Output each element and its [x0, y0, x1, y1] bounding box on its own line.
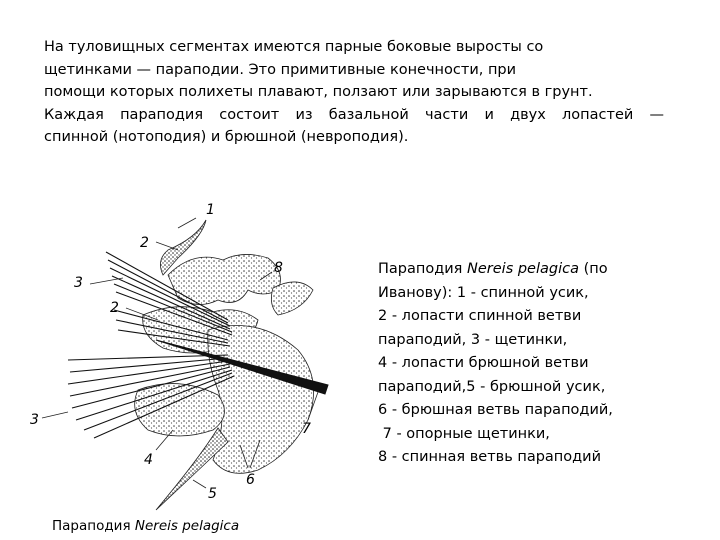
caption-line: 7 - опорные щетинки, — [378, 425, 550, 442]
caption-line: 2 - лопасти спинной ветви — [378, 308, 582, 324]
parapodium-figure — [28, 180, 358, 516]
label-7: 7 — [302, 421, 311, 437]
bottom-caption-prefix: Параподия — [52, 518, 135, 534]
label-1: 1 — [206, 202, 215, 218]
caption-line: параподий,5 - брюшной усик, — [378, 378, 606, 395]
label-3-bottom: 3 — [30, 412, 39, 428]
caption-species: Nereis pelagica — [467, 261, 579, 277]
figure-caption — [378, 258, 678, 470]
label-2-mid: 2 — [110, 300, 119, 316]
caption-line: 4 - лопасти брюшной ветви — [378, 355, 589, 371]
caption-prefix: Параподия — [378, 261, 468, 277]
label-8: 8 — [274, 260, 283, 276]
intro-line: спинной (нотоподия) и брюшной (невроподия). — [44, 129, 409, 145]
label-5: 5 — [208, 486, 217, 502]
figure-bottom-caption — [52, 517, 239, 535]
caption-line: Иванову): 1 - спинной усик, — [378, 284, 589, 301]
label-2-top: 2 — [140, 235, 149, 251]
intro-line: помощи которых полихеты плавают, ползают или зарываются в грунт. — [44, 84, 593, 100]
caption-line — [378, 258, 678, 282]
intro-paragraph — [44, 36, 664, 149]
label-3-top: 3 — [74, 275, 83, 291]
parapodium-drawing — [28, 180, 358, 516]
intro-line: На туловищных сегментах имеются парные боковые выросты со — [44, 39, 544, 55]
intro-line: Каждая параподия состоит из базальной части и двух лопастей — — [44, 106, 664, 123]
caption-suffix: (по — [579, 261, 608, 277]
intro-line: щетинками — параподии. Это примитивные конечности, при — [44, 61, 517, 78]
bottom-caption-species: Nereis pelagica — [134, 518, 240, 534]
caption-line: 6 - брюшная ветвь параподий, — [378, 402, 613, 418]
caption-line: параподий, 3 - щетинки, — [378, 331, 568, 348]
caption-line: 8 - спинная ветвь параподий — [378, 449, 602, 465]
label-6: 6 — [246, 472, 255, 488]
label-4: 4 — [144, 452, 153, 468]
